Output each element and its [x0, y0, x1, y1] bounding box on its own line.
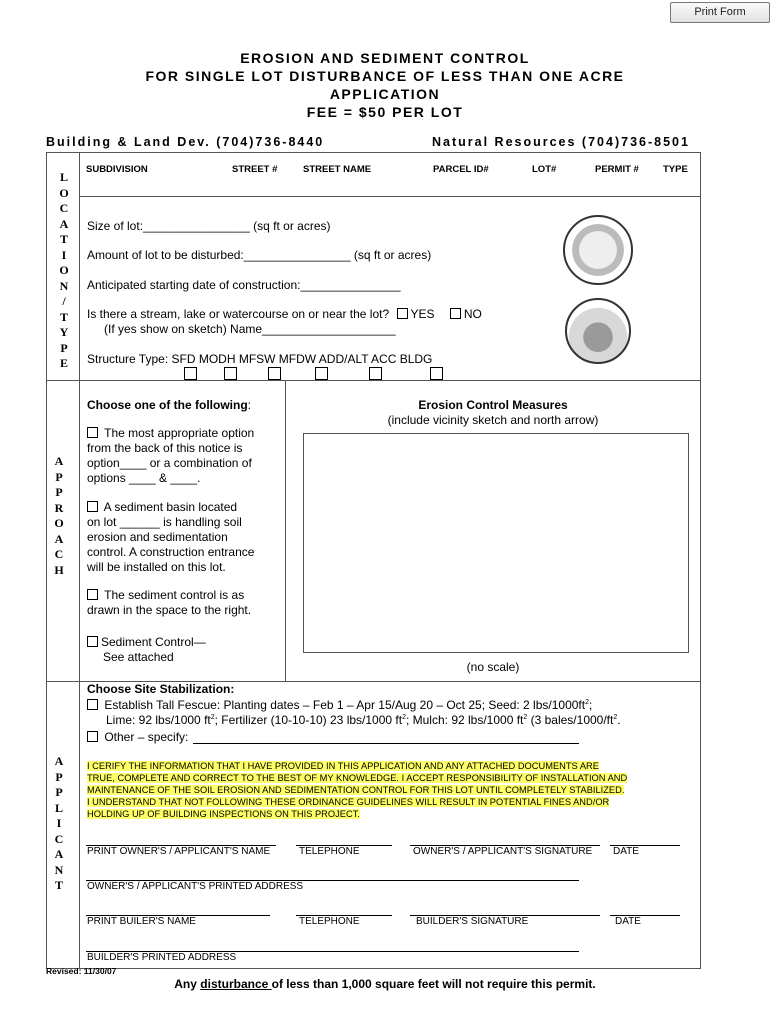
option-3-line-1 [87, 588, 251, 603]
col-street-name: STREET NAME [303, 164, 372, 175]
option-3 [87, 588, 251, 618]
approach-side-letter: P [55, 485, 63, 499]
option-4-line-1 [87, 635, 206, 650]
option-1-line-3: option____ or a combination of [87, 456, 252, 470]
no-scale-label: (no scale) [466, 660, 520, 674]
option-4 [87, 635, 206, 665]
mulch-text: ; Mulch: 92 lbs/1000 ft [405, 713, 524, 727]
applicant-side-letter: I [56, 816, 62, 830]
col-type: TYPE [663, 164, 688, 175]
footer-pre: Any [174, 977, 201, 991]
option-2-line-2: on lot ______ is handling soil [87, 515, 242, 529]
location-side-letter: E [59, 356, 68, 370]
col-subdivision: SUBDIVISION [86, 164, 148, 175]
sup-ft2-b: 2 [210, 714, 215, 721]
natural-resources-contact: Natural Resources (704)736-8501 [432, 135, 690, 149]
option-2-line-5: will be installed on this lot. [87, 560, 226, 574]
fertilizer-text: ; Fertilizer (10-10-10) 23 lbs/1000 ft [214, 713, 403, 727]
acc-bldg-checkbox[interactable] [430, 367, 443, 380]
natural-resources-seal-logo [565, 298, 631, 364]
size-of-lot-field[interactable]: Size of lot:________________ (sq ft or acres) [87, 219, 331, 233]
col-parcel-id: PARCEL ID# [433, 164, 489, 175]
stabilization-heading: Choose Site Stabilization: [87, 682, 235, 696]
certify-line-1: I CERIFY THE INFORMATION THAT I HAVE PROVIDED IN THIS APPLICATION AND ANY ATTACHED DOCUMENTS ARE [87, 761, 599, 771]
applicant-side-letter: A [54, 847, 64, 861]
option-2-line-1 [87, 500, 254, 515]
title-line-4: FEE = $50 PER LOT [306, 104, 464, 120]
option-3-line-2: drawn in the space to the right. [87, 603, 252, 617]
approach-side-letter: A [54, 454, 64, 468]
footer-post: of less than 1,000 square feet will not require this permit. [271, 977, 596, 991]
sup-ft2-e: 2 [613, 714, 618, 721]
applicant-side-letter: P [55, 785, 63, 799]
approach-side-letter: R [54, 500, 64, 515]
option-2 [87, 500, 254, 575]
option-3-text-1: The sediment control is as [104, 588, 245, 602]
option-1-checkbox[interactable] [87, 427, 98, 438]
stream-name-field[interactable]: (If yes show on sketch) Name____________________ [104, 322, 396, 336]
option-1-line-1 [87, 426, 254, 441]
owner-telephone-label: TELEPHONE [299, 846, 360, 857]
other-label: Other – specify: [104, 730, 189, 744]
location-row-divider [79, 196, 700, 197]
location-side-letter: A [59, 216, 69, 231]
approach-side-letter: O [54, 516, 64, 530]
location-side-letter: T [59, 309, 68, 324]
approach-side-letter: A [54, 531, 64, 546]
option-1-text-1: The most appropriate option [104, 426, 255, 440]
stream-no-label: NO [463, 307, 482, 321]
sup-ft2-a: 2 [585, 699, 589, 706]
location-side-letter: I [61, 247, 67, 262]
sfd-checkbox[interactable] [184, 367, 197, 380]
option-2-text-1: A sediment basin located [103, 500, 238, 514]
sup-ft2-c: 2 [402, 714, 406, 721]
stream-yes-label: YES [410, 307, 435, 321]
disturbed-area-field[interactable]: Amount of lot to be disturbed:________________ (sq ft or acres) [87, 248, 432, 262]
other-specify-input[interactable] [193, 743, 579, 744]
county-seal-logo [563, 215, 633, 285]
other-checkbox[interactable] [87, 731, 98, 742]
mfsw-checkbox[interactable] [268, 367, 281, 380]
approach-side-letter: P [55, 469, 63, 484]
mfdw-checkbox[interactable] [315, 367, 328, 380]
stream-no-checkbox[interactable] [450, 308, 461, 319]
left-column-divider [79, 152, 80, 969]
applicant-side-letter: T [54, 878, 63, 892]
sup-ft2-d: 2 [523, 714, 528, 721]
location-side-letter: L [59, 170, 68, 184]
location-side-letter: Y [59, 325, 69, 339]
lime-text: Lime: 92 lbs/1000 ft [106, 713, 211, 727]
approach-side-letter: C [54, 547, 64, 561]
certify-line-4: I UNDERSTAND THAT NOT FOLLOWING THESE ORDINANCE GUIDELINES WILL RESULT IN POTENTIAL FINES AND/OR [87, 797, 610, 807]
option-4-text-1: Sediment Control— [101, 635, 206, 649]
option-2-checkbox[interactable] [87, 501, 98, 512]
modh-checkbox[interactable] [224, 367, 237, 380]
approach-side-label [49, 454, 69, 578]
owner-address-label: OWNER'S / APPLICANT'S PRINTED ADDRESS [87, 881, 304, 892]
applicant-side-letter: C [54, 831, 64, 846]
location-side-letter: N [59, 278, 69, 293]
fescue-text-1: Establish Tall Fescue: Planting dates – Feb 1 – Apr 15/Aug 20 – Oct 25; Seed: 2 lbs/1000ft [104, 698, 586, 712]
revised-date: Revised: 11/30/07 [46, 966, 117, 976]
builder-signature-label: BUILDER'S SIGNATURE [416, 916, 529, 927]
applicant-side-letter: A [54, 754, 64, 768]
location-type-side-label [54, 170, 74, 372]
applicant-side-label [49, 754, 69, 894]
fescue-checkbox[interactable] [87, 699, 98, 710]
measures-title: Erosion Control Measures [418, 398, 568, 412]
stream-question [87, 307, 482, 321]
choose-heading [87, 398, 251, 412]
footer-underlined: disturbance [200, 977, 272, 991]
applicant-side-letter: N [54, 862, 64, 877]
owner-date-label: DATE [613, 846, 639, 857]
title-line-1: EROSION AND SEDIMENT CONTROL [240, 50, 530, 66]
section-divider-1 [46, 380, 700, 381]
col-street-number: STREET # [232, 164, 278, 175]
option-2-line-3: erosion and sedimentation [87, 530, 228, 544]
option-1 [87, 426, 254, 486]
title-line-2: FOR SINGLE LOT DISTURBANCE OF LESS THAN ONE ACRE [145, 68, 625, 84]
approach-side-letter: H [54, 562, 64, 577]
builder-name-label: PRINT BUILER'S NAME [87, 916, 196, 927]
col-lot: LOT# [532, 164, 557, 175]
footer-note [0, 977, 770, 991]
bales-text: (3 bales/1000/ft [527, 713, 614, 727]
owner-signature-label: OWNER'S / APPLICANT'S SIGNATURE [413, 846, 593, 857]
location-side-letter: P [60, 340, 68, 355]
option-2-line-4: control. A construction entrance [87, 545, 255, 559]
location-side-letter: C [59, 201, 69, 215]
owner-name-label: PRINT OWNER'S / APPLICANT'S NAME [87, 846, 271, 857]
certify-line-5: HOLDING UP OF BUILDING INSPECTIONS ON THIS PROJECT. [87, 809, 360, 819]
option-4-line-2: See attached [103, 650, 174, 664]
choose-heading-colon: : [247, 398, 251, 412]
location-side-letter: T [59, 232, 68, 246]
start-date-field[interactable]: Anticipated starting date of construction:_______________ [87, 278, 401, 292]
add-alt-checkbox[interactable] [369, 367, 382, 380]
print-form-button[interactable]: Print Form [670, 2, 770, 23]
option-1-line-2: from the back of this notice is [87, 441, 243, 455]
structure-type-label: Structure Type: SFD MODH MFSW MFDW ADD/ALT ACC BLDG [87, 352, 433, 366]
measures-subtitle: (include vicinity sketch and north arrow) [387, 413, 599, 427]
stabilization-other [87, 730, 188, 744]
title-line-3: APPLICATION [329, 86, 441, 102]
stabilization-fescue: Establish Tall Fescue: Planting dates – Feb 1 – Apr 15/Aug 20 – Oct 25; Seed: 2 lbs/$1000ft^2$; [87, 698, 592, 712]
stream-yes-checkbox[interactable] [397, 308, 408, 319]
building-contact: Building & Land Dev. (704)736-8440 [46, 135, 325, 149]
option-3-checkbox[interactable] [87, 589, 98, 600]
applicant-side-letter: L [54, 800, 63, 815]
location-side-letter: / [62, 294, 66, 308]
stabilization-lime: Lime: 92 lbs/1000 $ft^2$; Fertilizer (10-10-10) 23 lbs/1000 $ft^2$; Mulch: 92 lbs/1000 $ft^2$ (3 bales/$1000/ft^2$. [106, 713, 621, 727]
choose-heading-text: Choose one of the following [87, 398, 248, 412]
location-side-letter: O [59, 263, 69, 277]
option-1-line-4: options ____ & ____. [87, 471, 201, 485]
certification-text [87, 760, 627, 820]
stream-question-text: Is there a stream, lake or watercourse on or near the lot? [87, 307, 390, 321]
builder-telephone-label: TELEPHONE [299, 916, 360, 927]
applicant-side-letter: P [55, 769, 63, 784]
sketch-area[interactable] [303, 433, 689, 653]
builder-address-label: BUILDER'S PRINTED ADDRESS [87, 952, 237, 963]
location-side-letter: O [59, 185, 69, 200]
builder-date-label: DATE [615, 916, 641, 927]
col-permit: PERMIT # [595, 164, 639, 175]
certify-line-3: MAINTENANCE OF THE SOIL EROSION AND SEDIMENTATION CONTROL FOR THIS LOT UNTIL COMPLETELY STABILIZED. [87, 785, 625, 795]
certify-line-2: TRUE, COMPLETE AND CORRECT TO THE BEST OF MY KNOWLEDGE. I ACCEPT RESPONSIBILITY OF INSTALLATION AND [87, 773, 628, 783]
option-4-checkbox[interactable] [87, 636, 98, 647]
